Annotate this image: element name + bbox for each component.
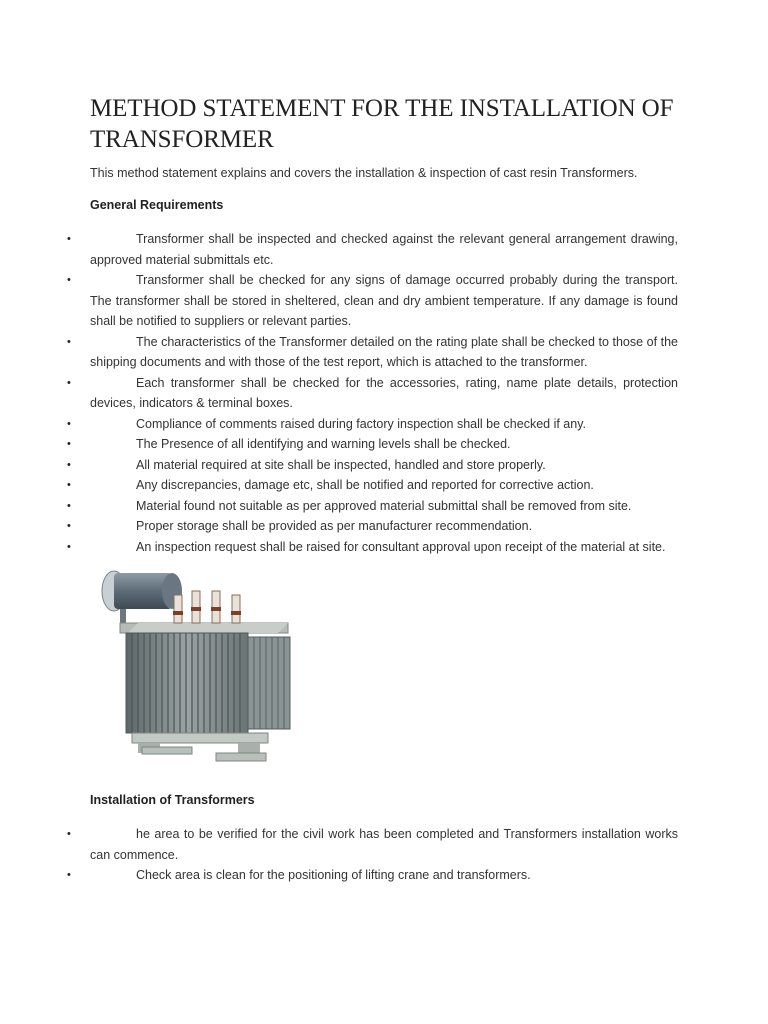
intro-paragraph: This method statement explains and covers the installation & inspection of cast resin Transformers. <box>90 166 638 180</box>
general-requirements-heading: General Requirements <box>90 198 224 212</box>
bullet-icon: • <box>67 499 71 512</box>
list-item: • Material found not suitable as per approved material submittal shall be removed from site. <box>90 496 678 517</box>
list-item: • Transformer shall be checked for any signs of damage occurred probably during the transport. The transformer shall be stored in sheltered, clean and dry ambient temperature. If any damage is found shall be notified to suppliers or relevant parties. <box>90 270 678 332</box>
bullet-icon: • <box>67 828 71 840</box>
list-item: • The Presence of all identifying and warning levels shall be checked. <box>90 434 678 455</box>
list-item: • Proper storage shall be provided as per manufacturer recommendation. <box>90 516 678 537</box>
list-item: • Each transformer shall be checked for the accessories, rating, name plate details, protection devices, indicators & terminal boxes. <box>90 373 678 414</box>
list-item: • Any discrepancies, damage etc, shall be notified and reported for corrective action. <box>90 475 678 496</box>
bullet-icon: • <box>67 233 71 245</box>
bullet-icon: • <box>67 417 71 430</box>
list-item: • Check area is clean for the positioning of lifting crane and transformers. <box>90 865 678 886</box>
list-item: • Transformer shall be inspected and checked against the relevant general arrangement drawing, approved material submittals etc. <box>90 229 678 270</box>
bullet-icon: • <box>67 479 71 491</box>
bullet-icon: • <box>67 274 71 286</box>
list-item: • he area to be verified for the civil work has been completed and Transformers installation works can commence. <box>90 824 678 865</box>
document-page <box>67 93 678 886</box>
bullet-icon: • <box>67 520 71 532</box>
bullet-icon: • <box>67 376 71 389</box>
bullet-icon: • <box>67 458 71 471</box>
list-item: • All material required at site shall be inspected, handled and store properly. <box>90 455 678 476</box>
installation-list <box>67 824 678 886</box>
list-item: • The characteristics of the Transformer detailed on the rating plate shall be checked to those of the shipping documents and with those of the test report, which is attached to the transformer. <box>90 332 678 373</box>
bullet-icon: • <box>67 438 71 450</box>
list-item: • An inspection request shall be raised for consultant approval upon receipt of the material at site. <box>90 537 678 558</box>
transformer-illustration-icon <box>98 567 298 772</box>
bullet-icon: • <box>67 869 71 881</box>
bullet-icon: • <box>67 335 71 348</box>
general-requirements-list <box>67 229 678 557</box>
installation-heading: Installation of Transformers <box>90 793 255 807</box>
list-item: • Compliance of comments raised during factory inspection shall be checked if any. <box>90 414 678 435</box>
document-title: METHOD STATEMENT FOR THE INSTALLATION OF TRANSFORMER <box>90 95 674 153</box>
bullet-icon: • <box>67 540 71 553</box>
